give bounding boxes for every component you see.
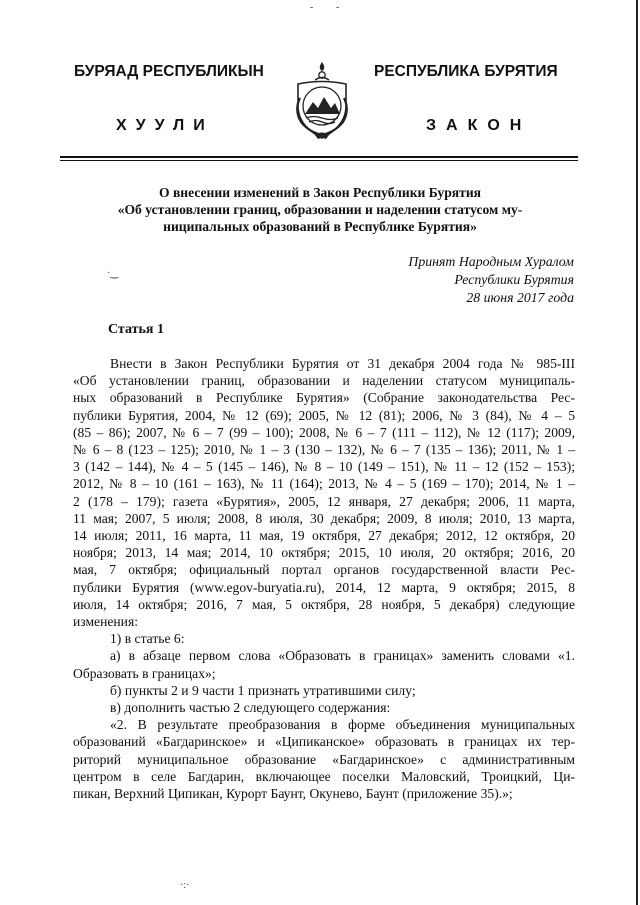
body-line: а) в абзаце первом слова «Образовать в границах» заменить словами «1. — [110, 648, 575, 664]
adoption-note — [408, 253, 574, 307]
adoption-line: Принят Народным Хуралом — [408, 254, 574, 269]
body-line: «2. В результате преобразования в форме объединения муниципальных — [110, 717, 575, 733]
law-title-line: О внесении изменений в Закон Республики Бурятия — [158, 185, 482, 200]
header-right-law: ЗАКОН — [426, 117, 532, 134]
body-line: публики Бурятия (www.egov-buryatia.ru), 2014, 12 марта, 9 октября; 2015, 8 — [73, 579, 575, 595]
body-line: июля, 14 октября; 2016, 7 мая, 5 октября, 28 ноября, 5 декабря) следующие — [73, 596, 575, 612]
scan-border — [636, 0, 638, 905]
body-line: 11 мая; 2007, 5 июля; 2008, 8 июля, 30 декабря; 2009, 8 июля; 2010, 13 марта, — [73, 510, 575, 526]
scan-speck: ·‿ — [107, 268, 119, 279]
body-line: «Об установлении границ, образовании и наделении статусом муниципаль- — [73, 373, 575, 389]
body-line: Внести в Закон Республики Бурятия от 31 декабря 2004 года № 985-III — [110, 356, 575, 371]
body-line: мая, 7 октября; официальный портал органов государственной власти Рес- — [73, 562, 575, 578]
header-right-republic: РЕСПУБЛИКА БУРЯТИЯ — [374, 63, 558, 80]
adoption-line: Республики Бурятия — [454, 272, 574, 287]
body-line: Образовать в границах»; — [73, 665, 216, 681]
scan-speck: ·:· — [180, 880, 190, 891]
header-divider — [60, 156, 578, 158]
body-line: ных образований в Республике Бурятия» (Собрание законодательства Рес- — [73, 390, 575, 406]
body-line: 14 июля; 2011, 16 марта, 11 мая, 19 октября, 27 декабря; 2012, 12 октября, 20 — [73, 528, 575, 544]
body-line: изменения: — [73, 614, 138, 630]
adoption-date: 28 июня 2017 года — [466, 290, 574, 305]
body-line: образований «Багдаринское» и «Ципиканское» образовать в границах их тер- — [73, 734, 575, 750]
article-body — [73, 355, 575, 802]
body-line: в) дополнить частью 2 следующего содержания: — [110, 700, 391, 716]
law-title-line: «Об установлении границ, образовании и наделении статусом му- — [117, 202, 523, 217]
body-line: публики Бурятия, 2004, № 12 (69); 2005, № 12 (81); 2006, № 3 (84), № 4 – 5 — [73, 407, 575, 423]
body-line: ноября; 2013, 14 мая; 2014, 10 октября; 2015, 10 июля, 20 октября; 2016, 20 — [73, 545, 575, 561]
body-line: 2012, № 8 – 10 (161 – 163), № 11 (164); 2013, № 4 – 5 (169 – 170); 2014, № 1 – — [73, 476, 575, 492]
body-line: 2 (178 – 179); газета «Бурятия», 2005, 12 января, 27 декабря; 2006, 11 марта, — [73, 493, 575, 509]
scan-speck: - — [336, 2, 340, 13]
body-line: б) пункты 2 и 9 части 1 признать утратившими силу; — [110, 682, 416, 698]
body-line: 1) в статье 6: — [110, 631, 185, 647]
body-line: (85 – 86); 2007, № 6 – 7 (99 – 100); 2008, № 6 – 7 (111 – 112), № 12 (117); 2009, — [73, 424, 575, 440]
buryatia-coat-of-arms-icon — [291, 58, 353, 142]
body-line: центром в селе Багдарин, включающее поселки Маловский, Троицкий, Ци- — [73, 768, 575, 784]
article-heading: Статья 1 — [108, 322, 164, 337]
law-title — [104, 184, 536, 235]
body-line: № 6 – 8 (123 – 125); 2010, № 1 – 3 (130 – 132), № 6 – 7 (135 – 136); 2011, № 1 – — [73, 442, 575, 458]
header-left-law: ХУУЛИ — [116, 117, 214, 134]
body-line: пикан, Верхний Ципикан, Курорт Баунт, Окунево, Баунт (приложение 35).»; — [73, 786, 513, 802]
header-divider-thin — [60, 160, 578, 161]
scan-speck: - — [310, 2, 314, 13]
body-line: 3 (142 – 144), № 4 – 5 (145 – 146), № 8 – 10 (149 – 151), № 11 – 12 (152 – 153); — [73, 459, 575, 475]
law-title-line: ниципальных образований в Республике Бурятия» — [163, 219, 477, 234]
body-line: риторий муниципальное образование «Багдаринское» с административным — [73, 751, 575, 767]
header-left-republic: БУРЯАД РЕСПУБЛИКЫН — [74, 63, 264, 80]
